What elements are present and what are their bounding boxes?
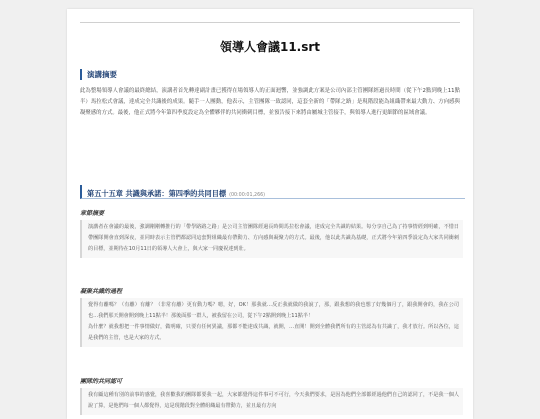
document-page: [67, 9, 473, 419]
chapter-title: 第五十五章 共識與承諾：第四季的共同目標: [87, 189, 227, 198]
section-paragraph: 我有顧這種有別的前事的感覺，我喜歡我的團隊都要我一起，大家都覺得這件事可不可行，今天我們要求，是因為他們全部都經過他們自己的認同了，不是我一個人說了算，是他們每一個人都覺得，這是現階段對全體組織最有帶動力，並且最有方向: [88, 392, 459, 409]
section-paragraph: 演講者在會議的最後，強調剛剛轉推行的「帶學路路之路」是公司主管團隊經過長時間馬拉松會議，達成完全共識的結果。每分享自己為了持事情經到明確，不惜日帶團隊開會直到深夜，並同時表示主管們都認同這套對組織最有帶動力、方向感與凝聚力的方式。最後，他以此共識為基礎，正式將今年第四季設定為大家共同衝刺的目標，並期待在10月11日的領導人大會上，與大家一同慶祝達到壯。: [88, 224, 459, 252]
chapter-heading: [80, 185, 465, 199]
chapter-timestamp: (00:00:01,266): [229, 193, 266, 198]
section-paragraph: 為什麼？就我想把一件事情做好，做明確，只要有任何異議，那都不能達成共識，就開，…直開！開到全體我們所有的主管認為有共識了，我才放行。所以各位，這是我們的主管，也是大家的方式。: [88, 324, 459, 341]
summary-text: 此為整場領導人會議的最終總結，演講者首先轉達副計畫已獲得在場領導人的正面迴響，並強調此方案是公司內部主管團隊經過長時間（從下午2點到晚上11點半）馬拉松式會議，達成完全共識後的成果。隨手一人團動，他表示，主管團隊一致認同，這套全新的「帶隊之路」是現階段能為組織帶來最大動力、方向感與凝聚感的方式。最後，他正式將今年第四季度設定為全體夥伴的共同衝刺目標，並預告接下來將由屬城主管接手，與領導人進行更細節的區域會議。: [80, 88, 460, 116]
summary-heading: 演講摘要: [80, 69, 467, 80]
document-title: 領導人會議11.srt: [219, 40, 321, 54]
section-quote-team-approval: [80, 388, 463, 415]
section-heading-team-approval: 團隊的共同認可: [80, 378, 123, 385]
section-quote-consensus-process: [80, 298, 463, 347]
section-quote-chapter-summary: [80, 220, 463, 258]
section-paragraph: 覺得有離嗎？（有離）有離？（非常有離）更有動力嗎？嗯，好，OK！那我就…反正我就做的我說了，那，跟我想的我也想了好幾個月了，跟我開會的，我在公司也…我們那天開會開到晚上11點半！那後面那一群人，被我留在公司，從下午2點開到晚上11點半！: [88, 302, 459, 319]
top-divider: [80, 22, 460, 23]
section-heading-chapter-summary: 章節摘要: [80, 210, 105, 217]
section-heading-consensus-process: 凝聚共識的過程: [80, 288, 123, 295]
